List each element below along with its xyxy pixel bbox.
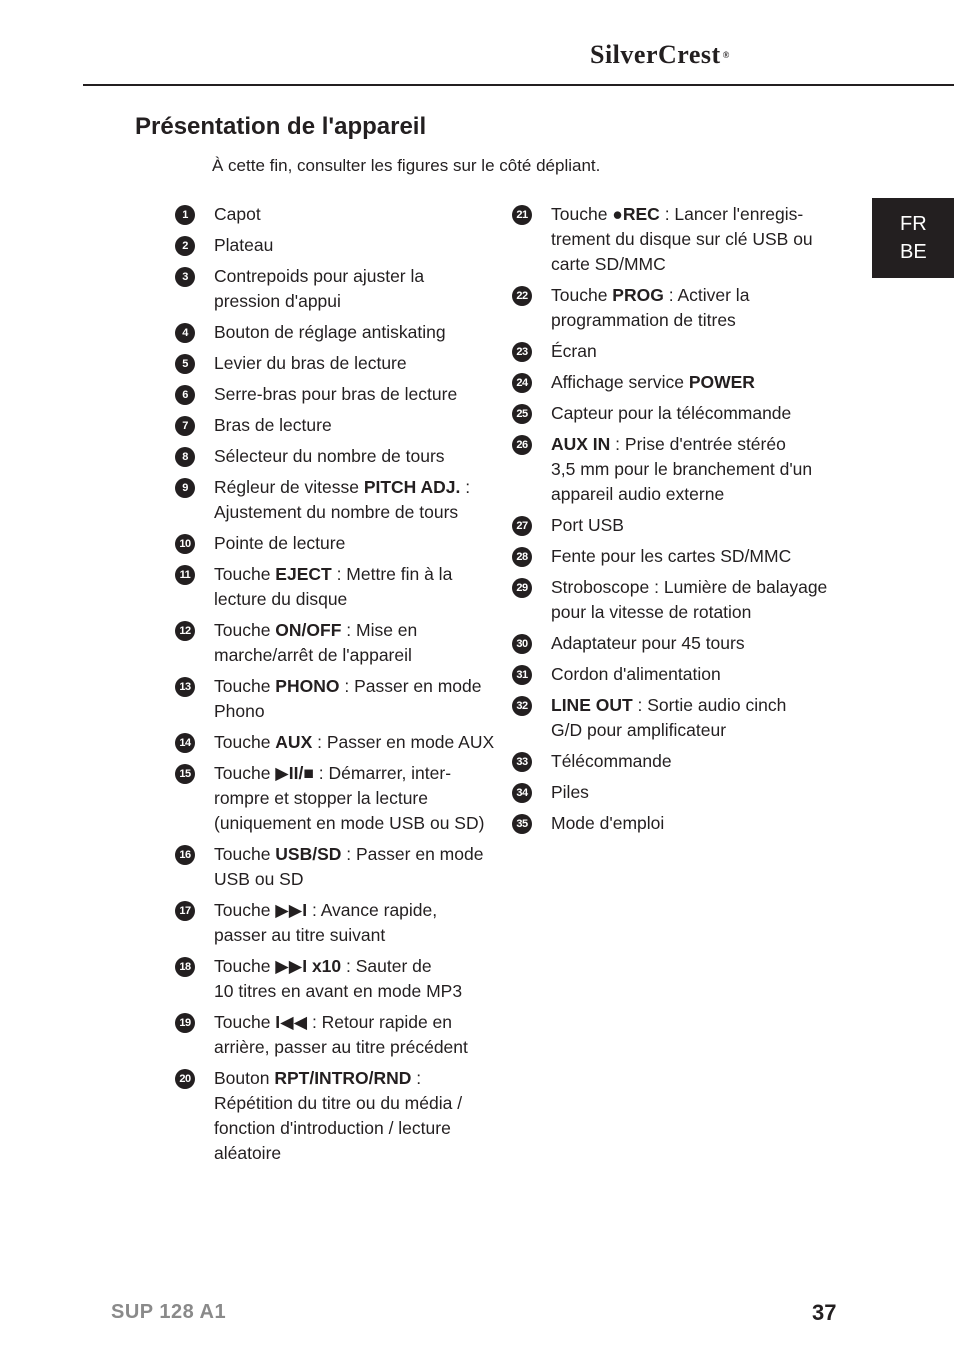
list-item — [175, 898, 495, 948]
item-number-badge: 35 — [512, 814, 532, 834]
language-code-fr: FR — [900, 213, 927, 235]
list-item — [175, 264, 495, 314]
item-description: Plateau — [214, 235, 274, 255]
item-number-badge: 19 — [175, 1013, 195, 1033]
item-number-badge: 33 — [512, 752, 532, 772]
item-number-badge: 23 — [512, 342, 532, 362]
list-item — [175, 842, 495, 892]
list-item — [512, 283, 832, 333]
list-item — [512, 544, 832, 569]
parts-list-left — [175, 202, 495, 1172]
item-number-badge: 22 — [512, 286, 532, 306]
list-item — [175, 413, 495, 438]
item-number-badge: 8 — [175, 447, 195, 467]
item-number-badge: 17 — [175, 901, 195, 921]
list-item — [512, 339, 832, 364]
item-number-badge: 31 — [512, 665, 532, 685]
item-description: Bouton RPT/INTRO/RND : Répétition du titre ou du média / fonction d'introduction / lecture aléatoire — [214, 1068, 463, 1163]
item-number-badge: 21 — [512, 205, 532, 225]
item-description: Piles — [551, 782, 589, 802]
item-number-badge: 34 — [512, 783, 532, 803]
item-description: Cordon d'alimentation — [551, 664, 721, 684]
list-item — [175, 618, 495, 668]
item-number-badge: 11 — [175, 565, 195, 585]
item-number-badge: 5 — [175, 354, 195, 374]
item-description: Touche AUX : Passer en mode AUX — [214, 732, 495, 752]
language-tab — [872, 198, 954, 278]
list-item — [512, 631, 832, 656]
header-rule — [83, 84, 954, 86]
item-description: Touche EJECT : Mettre fin à la lecture du disque — [214, 564, 453, 609]
item-description: Touche ▶II/■ : Démarrer, inter- rompre et stopper la lecture (uniquement en mode USB ou SD) — [214, 763, 485, 833]
item-number-badge: 12 — [175, 621, 195, 641]
list-item — [512, 513, 832, 538]
item-number-badge: 13 — [175, 677, 195, 697]
language-code-be: BE — [900, 241, 927, 263]
item-description: Touche ●REC : Lancer l'enregis- trement du disque sur clé USB ou carte SD/MMC — [551, 204, 813, 274]
item-description: Fente pour les cartes SD/MMC — [551, 546, 792, 566]
list-item — [512, 662, 832, 687]
list-item — [175, 382, 495, 407]
list-item — [175, 954, 495, 1004]
item-description: Régleur de vitesse PITCH ADJ. : Ajustement du nombre de tours — [214, 477, 471, 522]
parts-list-right — [512, 202, 832, 842]
list-item — [175, 1010, 495, 1060]
item-description: Touche ON/OFF : Mise en marche/arrêt de l'appareil — [214, 620, 418, 665]
page-number: 37 — [812, 1300, 837, 1325]
item-number-badge: 6 — [175, 385, 195, 405]
item-number-badge: 28 — [512, 547, 532, 567]
item-number-badge: 26 — [512, 435, 532, 455]
item-number-badge: 25 — [512, 404, 532, 424]
intro-text: À cette fin, consulter les figures sur le côté dépliant. — [212, 156, 601, 175]
item-description: Stroboscope : Lumière de balayage pour la vitesse de rotation — [551, 577, 828, 622]
item-number-badge: 14 — [175, 733, 195, 753]
item-description: Contrepoids pour ajuster la pression d'appui — [214, 266, 425, 311]
item-number-badge: 29 — [512, 578, 532, 598]
list-item — [175, 233, 495, 258]
list-item — [175, 351, 495, 376]
item-description: Capteur pour la télécommande — [551, 403, 792, 423]
item-number-badge: 27 — [512, 516, 532, 536]
item-description: Touche PROG : Activer la programmation de titres — [551, 285, 750, 330]
item-number-badge: 16 — [175, 845, 195, 865]
list-item — [512, 202, 832, 277]
list-item — [175, 444, 495, 469]
item-description: Touche ▶▶I x10 : Sauter de 10 titres en avant en mode MP3 — [214, 956, 463, 1001]
item-number-badge: 7 — [175, 416, 195, 436]
item-number-badge: 1 — [175, 205, 195, 225]
item-number-badge: 15 — [175, 764, 195, 784]
item-description: Écran — [551, 341, 597, 361]
list-item — [175, 531, 495, 556]
list-item — [175, 674, 495, 724]
page-title: Présentation de l'appareil — [135, 113, 427, 140]
list-item — [512, 693, 832, 743]
list-item — [175, 1066, 495, 1166]
item-number-badge: 9 — [175, 478, 195, 498]
list-item — [512, 575, 832, 625]
item-description: Levier du bras de lecture — [214, 353, 407, 373]
model-number: SUP 128 A1 — [111, 1301, 227, 1323]
item-description: Port USB — [551, 515, 624, 535]
item-number-badge: 4 — [175, 323, 195, 343]
item-description: Capot — [214, 204, 261, 224]
item-number-badge: 2 — [175, 236, 195, 256]
list-item — [175, 562, 495, 612]
item-number-badge: 20 — [175, 1069, 195, 1089]
item-description: Affichage service POWER — [551, 372, 755, 392]
silvercrest-logo — [590, 40, 730, 80]
item-description: Mode d'emploi — [551, 813, 665, 833]
item-number-badge: 3 — [175, 267, 195, 287]
list-item — [175, 761, 495, 836]
list-item — [512, 749, 832, 774]
item-number-badge: 10 — [175, 534, 195, 554]
item-description: Touche I◀◀ : Retour rapide en arrière, passer au titre précédent — [214, 1012, 468, 1057]
item-number-badge: 30 — [512, 634, 532, 654]
item-description: Pointe de lecture — [214, 533, 346, 553]
list-item — [512, 811, 832, 836]
list-item — [175, 475, 495, 525]
item-description: Touche PHONO : Passer en mode Phono — [214, 676, 482, 721]
item-description: AUX IN : Prise d'entrée stéréo 3,5 mm pour le branchement d'un appareil audio externe — [551, 434, 813, 504]
item-description: Touche ▶▶I : Avance rapide, passer au titre suivant — [214, 900, 438, 945]
item-description: Adaptateur pour 45 tours — [551, 633, 745, 653]
logo-text: SilverCrest — [590, 40, 721, 69]
item-description: Bouton de réglage antiskating — [214, 322, 446, 342]
list-item — [512, 432, 832, 507]
list-item — [512, 401, 832, 426]
item-number-badge: 24 — [512, 373, 532, 393]
item-description: Bras de lecture — [214, 415, 332, 435]
item-description: Serre-bras pour bras de lecture — [214, 384, 458, 404]
list-item — [175, 202, 495, 227]
item-description: Touche USB/SD : Passer en mode USB ou SD — [214, 844, 484, 889]
item-number-badge: 32 — [512, 696, 532, 716]
item-description: Télécommande — [551, 751, 672, 771]
registered-mark: ® — [722, 50, 730, 60]
list-item — [175, 320, 495, 345]
item-number-badge: 18 — [175, 957, 195, 977]
list-item — [175, 730, 495, 755]
list-item — [512, 370, 832, 395]
item-description: LINE OUT : Sortie audio cinch G/D pour amplificateur — [551, 695, 787, 740]
item-description: Sélecteur du nombre de tours — [214, 446, 445, 466]
list-item — [512, 780, 832, 805]
